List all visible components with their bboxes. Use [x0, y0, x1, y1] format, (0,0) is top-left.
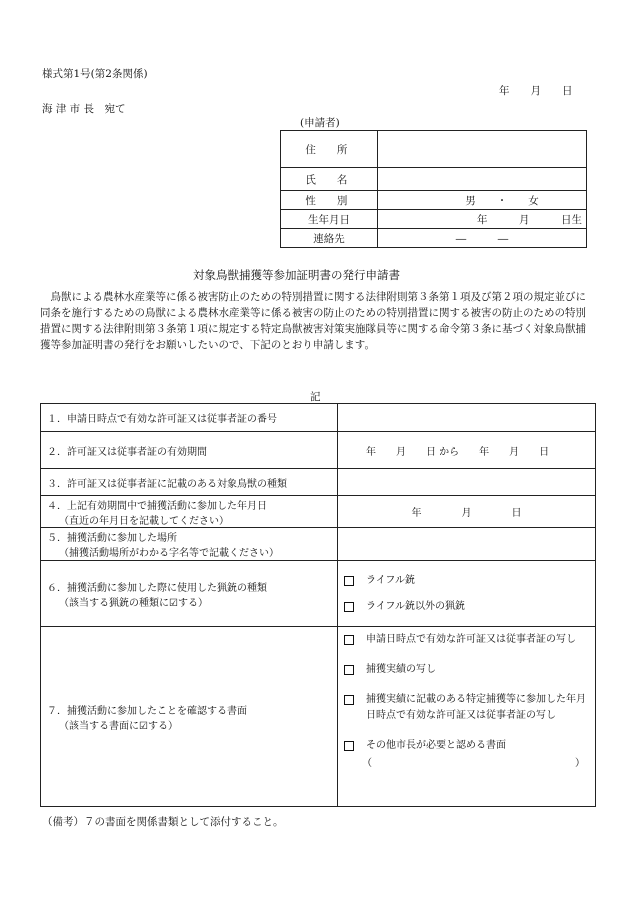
contact-field[interactable]: ― ― — [378, 229, 587, 248]
address-field[interactable] — [378, 131, 587, 168]
applicant-heading: (申請者) — [300, 117, 340, 129]
gender-field[interactable]: 男 ・ 女 — [378, 191, 587, 210]
item-5-label — [41, 528, 338, 561]
checkbox-icon[interactable] — [344, 741, 354, 751]
item-1-field[interactable] — [338, 404, 596, 432]
item-7-label — [41, 627, 338, 807]
date-line: 年 月 日 — [499, 85, 573, 97]
non-rifle-option[interactable] — [344, 599, 589, 615]
name-field[interactable] — [378, 168, 587, 191]
birthdate-label: 生年月日 — [281, 210, 378, 229]
item-6-options — [338, 561, 596, 627]
item-4-label — [41, 496, 338, 528]
item-3-field[interactable] — [338, 469, 596, 496]
other-doc-field[interactable] — [344, 754, 589, 768]
item-2-field[interactable]: 年 月 日 から 年 月 日 — [338, 432, 596, 469]
applicant-table — [280, 130, 587, 248]
non-rifle-label: ライフル銃以外の猟銃 — [366, 600, 465, 612]
items-table — [40, 403, 596, 807]
checkbox-icon[interactable] — [344, 602, 354, 612]
item-5-field[interactable] — [338, 528, 596, 561]
item-4-hint: （直近の年月日を記載してください） — [59, 515, 229, 527]
doc-option-participation[interactable] — [344, 692, 589, 724]
rifle-option[interactable] — [344, 573, 589, 589]
doc-option-participation-label: 捕獲実績に記載のある特定捕獲等に参加した年月日時点で有効な許可証又は従事者証の写し — [366, 694, 586, 721]
document-title: 対象鳥獣捕獲等参加証明書の発行申請書 — [193, 268, 400, 282]
rifle-label: ライフル銃 — [366, 574, 415, 586]
remarks-note: （備考）７の書面を関係書類として添付すること。 — [42, 816, 284, 828]
contact-label: 連絡先 — [281, 229, 378, 248]
gender-label: 性 別 — [281, 191, 378, 210]
checkbox-icon[interactable] — [344, 665, 354, 675]
ki-label: 記 — [310, 391, 321, 403]
checkbox-icon[interactable] — [344, 576, 354, 586]
item-4-question: ４．上記有効期間中で捕獲活動に参加した年月日 — [47, 500, 267, 512]
doc-option-other[interactable] — [344, 738, 589, 754]
name-label: 氏 名 — [281, 168, 378, 191]
item-5-hint: （捕獲活動場所がわかる字名等で記載ください） — [59, 548, 279, 559]
checkbox-icon[interactable] — [344, 695, 354, 705]
paren-open: （ — [362, 758, 372, 769]
item-7-question: ７．捕獲活動に参加したことを確認する書面 — [47, 705, 247, 717]
item-6-hint: （該当する猟銃の種類に☑する） — [59, 597, 208, 609]
intro-paragraph: 鳥獣による農林水産業等に係る被害防止のための特別措置に関する法律附則第３条第１項及び第２項の規定並びに同条を施行するための鳥獣による農林水産業等に係る被害の防止のための特別措置に関する被害の防止のための特別措置に関する法律附則第３条第１項に規定する特定鳥獣被害対策実施隊員等に関する命令第３条に基づく対象鳥獣捕獲等参加証明書の発行をお願いしたいので、下記のとおり申請します。 — [40, 291, 586, 351]
doc-option-record[interactable] — [344, 662, 589, 678]
item-4-field[interactable]: 年 月 日 — [338, 496, 596, 528]
item-3-label: ３．許可証又は従事者証に記載のある対象鳥獣の種類 — [41, 469, 338, 496]
address-label: 住 所 — [281, 131, 378, 168]
item-7-hint: （該当する書面に☑する） — [59, 720, 178, 732]
form-number: 様式第1号(第2条関係) — [42, 68, 148, 80]
item-2-label: ２．許可証又は従事者証の有効期間 — [41, 432, 338, 469]
item-6-label — [41, 561, 338, 627]
checkbox-icon[interactable] — [344, 635, 354, 645]
item-6-question: ６．捕獲活動に参加した際に使用した猟銃の種類 — [47, 582, 267, 594]
doc-option-other-label: その他市長が必要と認める書面 — [366, 740, 506, 751]
paren-close: ） — [575, 758, 585, 769]
item-1-label: １．申請日時点で有効な許可証又は従事者証の番号 — [41, 404, 338, 432]
doc-option-license[interactable] — [344, 632, 589, 648]
birthdate-field[interactable]: 年 月 日生 — [378, 210, 587, 229]
item-5-question: ５．捕獲活動に参加した場所 — [47, 533, 177, 544]
doc-option-record-label: 捕獲実績の写し — [366, 664, 436, 675]
addressee: 海 津 市 長 宛て — [42, 103, 126, 115]
item-7-options — [338, 627, 596, 807]
doc-option-license-label: 申請日時点で有効な許可証又は従事者証の写し — [366, 634, 576, 645]
